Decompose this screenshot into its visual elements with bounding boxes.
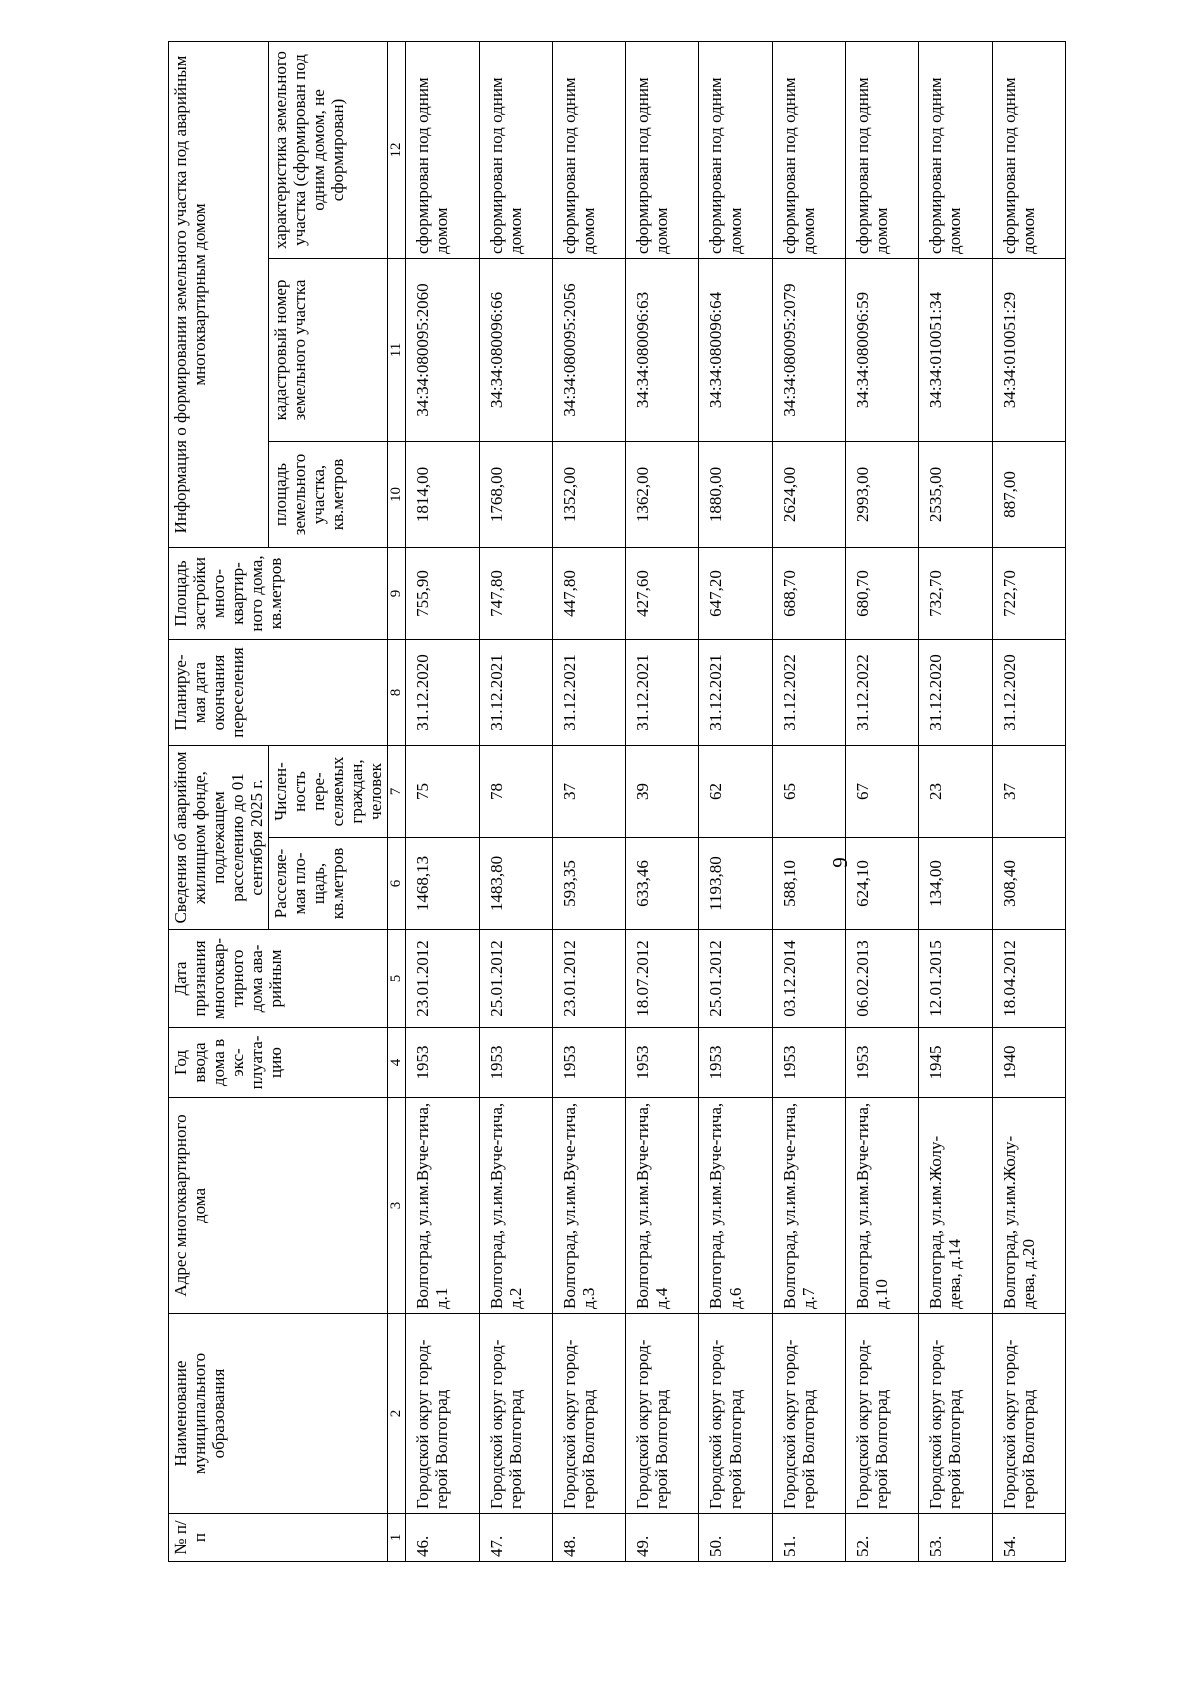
header-col-5: Дата признания многоквар-тирного дома ава-рийным <box>169 930 388 1028</box>
recognition-date-cell: 23.01.2012 <box>406 930 479 1028</box>
built-area-cell: 447,80 <box>552 548 625 640</box>
municipality-cell: Городской округ город-герой Волгоград <box>919 1314 992 1514</box>
year-cell: 1953 <box>626 1028 699 1098</box>
column-number: 4 <box>388 1028 406 1098</box>
land-status-cell: сформирован под одним домом <box>772 41 845 258</box>
year-cell: 1953 <box>772 1028 845 1098</box>
year-cell: 1953 <box>479 1028 552 1098</box>
recognition-date-cell: 25.01.2012 <box>699 930 772 1028</box>
recognition-date-cell: 03.12.2014 <box>772 930 845 1028</box>
land-area-cell: 1768,00 <box>479 442 552 548</box>
column-number: 6 <box>388 838 406 930</box>
header-col-11: кадастровый номер земельного участка <box>269 259 388 442</box>
people-count-cell: 37 <box>992 746 1065 838</box>
row-number: 47. <box>479 1514 552 1562</box>
resettled-area-cell: 1193,80 <box>699 838 772 930</box>
built-area-cell: 755,90 <box>406 548 479 640</box>
column-number: 7 <box>388 746 406 838</box>
address-cell: Волгоград, ул.им.Вуче-тича, д.3 <box>552 1098 625 1314</box>
recognition-date-cell: 18.07.2012 <box>626 930 699 1028</box>
municipality-cell: Городской округ город-герой Волгоград <box>626 1314 699 1514</box>
people-count-cell: 78 <box>479 746 552 838</box>
land-status-cell: сформирован под одним домом <box>626 41 699 258</box>
end-date-cell: 31.12.2020 <box>919 640 992 746</box>
people-count-cell: 62 <box>699 746 772 838</box>
year-cell: 1953 <box>406 1028 479 1098</box>
people-count-cell: 39 <box>626 746 699 838</box>
header-col-12: характеристика земельного участка (сформирован под одним домом, не сформирован) <box>269 41 388 258</box>
row-number: 53. <box>919 1514 992 1562</box>
year-cell: 1940 <box>992 1028 1065 1098</box>
page-number: 9 <box>827 857 852 868</box>
resettled-area-cell: 308,40 <box>992 838 1065 930</box>
table-row <box>772 41 845 1561</box>
table-row <box>846 41 919 1561</box>
end-date-cell: 31.12.2021 <box>479 640 552 746</box>
address-cell: Волгоград, ул.им.Жолу-дева, д.14 <box>919 1098 992 1314</box>
cadastral-number-cell: 34:34:080096:63 <box>626 259 699 442</box>
year-cell: 1945 <box>919 1028 992 1098</box>
municipality-cell: Городской округ город-герой Волгоград <box>552 1314 625 1514</box>
address-cell: Волгоград, ул.им.Вуче-тича, д.4 <box>626 1098 699 1314</box>
land-status-cell: сформирован под одним домом <box>846 41 919 258</box>
people-count-cell: 67 <box>846 746 919 838</box>
end-date-cell: 31.12.2021 <box>699 640 772 746</box>
header-col-8: Планируе-мая дата окончания переселения <box>169 640 388 746</box>
recognition-date-cell: 23.01.2012 <box>552 930 625 1028</box>
address-cell: Волгоград, ул.им.Вуче-тича, д.6 <box>699 1098 772 1314</box>
address-cell: Волгоград, ул.им.Вуче-тича, д.1 <box>406 1098 479 1314</box>
resettled-area-cell: 624,10 <box>846 838 919 930</box>
column-number-row <box>388 41 406 1561</box>
people-count-cell: 23 <box>919 746 992 838</box>
end-date-cell: 31.12.2022 <box>846 640 919 746</box>
land-area-cell: 2535,00 <box>919 442 992 548</box>
table-row <box>406 41 479 1561</box>
header-col-3: Адрес многоквартирного дома <box>169 1098 388 1314</box>
header-row <box>169 41 269 1561</box>
header-col-1: № п/п <box>169 1514 388 1562</box>
land-area-cell: 1814,00 <box>406 442 479 548</box>
table-row <box>992 41 1065 1561</box>
built-area-cell: 722,70 <box>992 548 1065 640</box>
table-row <box>919 41 992 1561</box>
end-date-cell: 31.12.2021 <box>626 640 699 746</box>
cadastral-number-cell: 34:34:080095:2079 <box>772 259 845 442</box>
row-number: 54. <box>992 1514 1065 1562</box>
resettled-area-cell: 1483,80 <box>479 838 552 930</box>
land-area-cell: 1880,00 <box>699 442 772 548</box>
recognition-date-cell: 06.02.2013 <box>846 930 919 1028</box>
header-col-4: Год ввода дома в экс-плуата-цию <box>169 1028 388 1098</box>
header-col-7: Числен-ность пере-селяемых граждан, человек <box>269 746 388 838</box>
land-status-cell: сформирован под одним домом <box>479 41 552 258</box>
year-cell: 1953 <box>699 1028 772 1098</box>
header-group-10-12: Информация о формировании земельного участка под аварийным многоквартирным домом <box>169 41 269 547</box>
land-status-cell: сформирован под одним домом <box>992 41 1065 258</box>
people-count-cell: 37 <box>552 746 625 838</box>
cadastral-number-cell: 34:34:080096:59 <box>846 259 919 442</box>
cadastral-number-cell: 34:34:080096:64 <box>699 259 772 442</box>
land-area-cell: 2993,00 <box>846 442 919 548</box>
resettled-area-cell: 633,46 <box>626 838 699 930</box>
address-cell: Волгоград, ул.им.Вуче-тича, д.10 <box>846 1098 919 1314</box>
built-area-cell: 647,20 <box>699 548 772 640</box>
built-area-cell: 680,70 <box>846 548 919 640</box>
column-number: 5 <box>388 930 406 1028</box>
resettled-area-cell: 134,00 <box>919 838 992 930</box>
row-number: 46. <box>406 1514 479 1562</box>
land-area-cell: 2624,00 <box>772 442 845 548</box>
end-date-cell: 31.12.2021 <box>552 640 625 746</box>
land-area-cell: 887,00 <box>992 442 1065 548</box>
cadastral-number-cell: 34:34:080095:2060 <box>406 259 479 442</box>
header-col-9: Площадь застройки много-квартир-ного дома, кв.метров <box>169 548 388 640</box>
municipality-cell: Городской округ город-герой Волгоград <box>846 1314 919 1514</box>
rotated-table-container <box>168 42 1066 1562</box>
cadastral-number-cell: 34:34:080096:66 <box>479 259 552 442</box>
header-col-10: площадь земельного участка, кв.метров <box>269 442 388 548</box>
year-cell: 1953 <box>552 1028 625 1098</box>
municipality-cell: Городской округ город-герой Волгоград <box>479 1314 552 1514</box>
column-number: 11 <box>388 259 406 442</box>
built-area-cell: 747,80 <box>479 548 552 640</box>
recognition-date-cell: 12.01.2015 <box>919 930 992 1028</box>
municipality-cell: Городской округ город-герой Волгоград <box>406 1314 479 1514</box>
municipality-cell: Городской округ город-герой Волгоград <box>992 1314 1065 1514</box>
resettled-area-cell: 1468,13 <box>406 838 479 930</box>
land-area-cell: 1362,00 <box>626 442 699 548</box>
address-cell: Волгоград, ул.им.Вуче-тича, д.7 <box>772 1098 845 1314</box>
header-group-6-7: Сведения об аварийном жилищном фонде, подлежащем расселению до 01 сентября 2025 г. <box>169 746 269 930</box>
recognition-date-cell: 25.01.2012 <box>479 930 552 1028</box>
column-number: 9 <box>388 548 406 640</box>
resettled-area-cell: 588,10 <box>772 838 845 930</box>
people-count-cell: 75 <box>406 746 479 838</box>
address-cell: Волгоград, ул.им.Вуче-тича, д.2 <box>479 1098 552 1314</box>
header-col-6: Расселяе-мая пло-щадь, кв.метров <box>269 838 388 930</box>
column-number: 1 <box>388 1514 406 1562</box>
cadastral-number-cell: 34:34:010051:34 <box>919 259 992 442</box>
end-date-cell: 31.12.2020 <box>992 640 1065 746</box>
built-area-cell: 732,70 <box>919 548 992 640</box>
end-date-cell: 31.12.2020 <box>406 640 479 746</box>
column-number: 10 <box>388 442 406 548</box>
land-status-cell: сформирован под одним домом <box>919 41 992 258</box>
municipality-cell: Городской округ город-герой Волгоград <box>772 1314 845 1514</box>
end-date-cell: 31.12.2022 <box>772 640 845 746</box>
row-number: 51. <box>772 1514 845 1562</box>
row-number: 48. <box>552 1514 625 1562</box>
land-status-cell: сформирован под одним домом <box>406 41 479 258</box>
header-col-2: Наименование муниципального образования <box>169 1314 388 1514</box>
municipality-cell: Городской округ город-герой Волгоград <box>699 1314 772 1514</box>
row-number: 50. <box>699 1514 772 1562</box>
cadastral-number-cell: 34:34:010051:29 <box>992 259 1065 442</box>
column-number: 3 <box>388 1098 406 1314</box>
land-area-cell: 1352,00 <box>552 442 625 548</box>
table-row <box>626 41 699 1561</box>
cadastral-number-cell: 34:34:080095:2056 <box>552 259 625 442</box>
address-cell: Волгоград, ул.им.Жолу-дева, д.20 <box>992 1098 1065 1314</box>
row-number: 49. <box>626 1514 699 1562</box>
people-count-cell: 65 <box>772 746 845 838</box>
resettled-area-cell: 593,35 <box>552 838 625 930</box>
column-number: 8 <box>388 640 406 746</box>
table-row <box>479 41 552 1561</box>
recognition-date-cell: 18.04.2012 <box>992 930 1065 1028</box>
table-row <box>699 41 772 1561</box>
column-number: 12 <box>388 41 406 258</box>
built-area-cell: 427,60 <box>626 548 699 640</box>
housing-register-table <box>168 41 1066 1562</box>
column-number: 2 <box>388 1314 406 1514</box>
row-number: 52. <box>846 1514 919 1562</box>
table-row <box>552 41 625 1561</box>
land-status-cell: сформирован под одним домом <box>699 41 772 258</box>
built-area-cell: 688,70 <box>772 548 845 640</box>
year-cell: 1953 <box>846 1028 919 1098</box>
land-status-cell: сформирован под одним домом <box>552 41 625 258</box>
